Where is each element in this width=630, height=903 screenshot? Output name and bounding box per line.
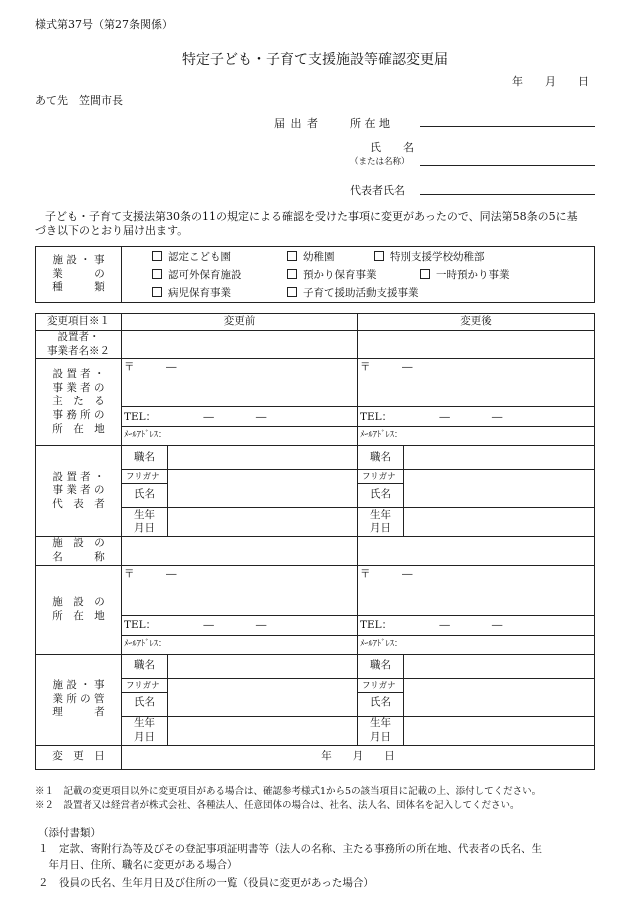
setter-tel-after[interactable]: TEL： ― ―: [358, 407, 595, 427]
facility-postal-before[interactable]: 〒 ―: [122, 565, 358, 615]
birth-label: 生年 月日: [358, 716, 404, 745]
name-label: 氏名: [370, 487, 391, 500]
change-date-label: 変 更 日: [36, 745, 122, 769]
attachments: [38, 826, 542, 892]
applicant-name-label: 氏 名: [370, 141, 414, 154]
job-label: 職名: [122, 446, 168, 470]
job-label: 職名: [122, 654, 168, 678]
setter-rep-birth-before[interactable]: [168, 508, 358, 537]
col-item-header: 変更項目※１: [36, 314, 122, 331]
note-2: ※２ 設置者又は経営者が株式会社、各種法人、任意団体の場合は、社名、法人名、団体名を記入してください。: [35, 799, 520, 811]
option-ichiji-azukari[interactable]: 一時預かり事業: [420, 269, 510, 281]
setter-postal-before[interactable]: 〒 ―: [122, 359, 358, 407]
setter-mail-after[interactable]: ﾒｰﾙｱﾄﾞﾚｽ：: [358, 427, 595, 446]
facility-type-options: [122, 247, 594, 302]
facility-name-before[interactable]: [122, 537, 358, 565]
checkbox-icon[interactable]: [287, 251, 297, 261]
facility-name-after[interactable]: [358, 537, 595, 565]
birth-label: 生年 月日: [122, 716, 168, 745]
name-label: 氏名: [370, 696, 391, 709]
manager-birth-after[interactable]: [404, 716, 595, 745]
facility-mail-after[interactable]: ﾒｰﾙｱﾄﾞﾚｽ：: [358, 635, 595, 654]
intro-line-2: づき以下のとおり届け出ます。: [35, 224, 189, 237]
option-byoji-hoiku[interactable]: 病児保育事業: [152, 287, 231, 299]
facility-type-table: [35, 246, 595, 303]
setter-rep-name-after[interactable]: [404, 470, 595, 508]
form-number: 様式第37号（第27条関係）: [35, 18, 173, 31]
setter-rep-job-after[interactable]: [404, 446, 595, 470]
representative-label: 代表者氏名: [350, 184, 405, 197]
option-youchien[interactable]: 幼稚園: [287, 251, 335, 263]
checkbox-icon[interactable]: [287, 287, 297, 297]
manager-job-after[interactable]: [404, 654, 595, 678]
applicant-address-label: 所 在 地: [350, 117, 390, 130]
notes: [35, 785, 541, 813]
attachment-item-2: ２ 役員の氏名、生年月日及び住所の一覧（役員に変更があった場合）: [38, 877, 374, 890]
addressee: あて先 笠間市長: [35, 94, 123, 107]
attachment-item-1-cont: 年月日、住所、職名に変更がある場合）: [38, 858, 238, 871]
option-ninkagai-hoiku[interactable]: 認可外保育施設: [152, 269, 242, 281]
manager-name-after[interactable]: [404, 678, 595, 716]
checkbox-icon[interactable]: [152, 287, 162, 297]
row-facility-address-label: 施 設 の 所 在 地: [36, 565, 122, 654]
row-facility-name-label: 施 設 の 名 称: [36, 537, 122, 565]
col-before-header: 変更前: [122, 314, 358, 331]
job-label: 職名: [358, 654, 404, 678]
option-kosodate-enjo[interactable]: 子育て援助活動支援事業: [287, 287, 419, 299]
name-label: 氏名: [134, 696, 155, 709]
checkbox-icon[interactable]: [152, 251, 162, 261]
facility-tel-after[interactable]: TEL： ― ―: [358, 615, 595, 635]
facility-type-label: 施 設 ・ 事 業 の 種 類: [36, 247, 122, 303]
applicant-name-field[interactable]: [420, 165, 595, 166]
manager-birth-before[interactable]: [168, 716, 358, 745]
setter-mail-before[interactable]: ﾒｰﾙｱﾄﾞﾚｽ：: [122, 427, 358, 446]
setter-name-before[interactable]: [122, 331, 358, 359]
row-manager-label: 施 設 ・ 事 業 所 の 管 理 者: [36, 654, 122, 745]
setter-name-after[interactable]: [358, 331, 595, 359]
row-setter-rep-label: 設 置 者 ・ 事 業 者 の 代 表 者: [36, 446, 122, 537]
facility-mail-before[interactable]: ﾒｰﾙｱﾄﾞﾚｽ：: [122, 635, 358, 654]
checkbox-icon[interactable]: [287, 269, 297, 279]
row-setter-name-label: 設置者・ 事業者名※２: [36, 331, 122, 359]
checkbox-icon[interactable]: [374, 251, 384, 261]
setter-rep-job-before[interactable]: [168, 446, 358, 470]
setter-rep-birth-after[interactable]: [404, 508, 595, 537]
facility-tel-before[interactable]: TEL： ― ―: [122, 615, 358, 635]
applicant-name-sub: （または名称）: [350, 157, 410, 167]
checkbox-icon[interactable]: [152, 269, 162, 279]
job-label: 職名: [358, 446, 404, 470]
manager-name-before[interactable]: [168, 678, 358, 716]
attachments-heading: （添付書類）: [38, 827, 101, 839]
setter-rep-name-before[interactable]: [168, 470, 358, 508]
change-table: [35, 313, 595, 770]
facility-postal-after[interactable]: 〒 ―: [358, 565, 595, 615]
change-date-field[interactable]: 年 月 日: [122, 745, 595, 769]
option-nintei-kodomoen[interactable]: 認定こども園: [152, 251, 231, 263]
date-line: 年 月 日: [512, 75, 589, 88]
birth-label: 生年 月日: [358, 508, 404, 537]
applicant-label: 届 出 者: [274, 117, 319, 130]
page-title: 特定子ども・子育て支援施設等確認変更届: [182, 52, 448, 68]
option-azukari-hoiku[interactable]: 預かり保育事業: [287, 269, 377, 281]
attachment-item-1: １ 定款、寄附行為等及びその登記事項証明書等（法人の名称、主たる事務所の所在地、代表者の氏名、生: [38, 842, 542, 855]
setter-postal-after[interactable]: 〒 ―: [358, 359, 595, 407]
furigana-label: フリガナ: [362, 472, 396, 483]
col-after-header: 変更後: [358, 314, 595, 331]
intro-line-1: 子ども・子育て支援法第30条の11の規定による確認を受けた事項に変更があったので、同法第58条の5に基: [45, 210, 578, 223]
applicant-address-field[interactable]: [420, 126, 595, 127]
furigana-label: フリガナ: [362, 680, 396, 691]
representative-field[interactable]: [420, 194, 595, 195]
option-tokubetsu-shien[interactable]: 特別支援学校幼稚部: [374, 251, 485, 263]
furigana-label: フリガナ: [126, 680, 160, 691]
setter-tel-before[interactable]: TEL： ― ―: [122, 407, 358, 427]
row-setter-address-label: 設 置 者 ・ 事 業 者 の 主 た る 事 務 所 の 所 在 地: [36, 359, 122, 446]
note-1: ※１ 記載の変更項目以外に変更項目がある場合は、確認参考様式1から5の該当項目に記載の上、添付してください。: [35, 786, 542, 797]
manager-job-before[interactable]: [168, 654, 358, 678]
name-label: 氏名: [134, 487, 155, 500]
checkbox-icon[interactable]: [420, 269, 430, 279]
birth-label: 生年 月日: [122, 508, 168, 537]
furigana-label: フリガナ: [126, 472, 160, 483]
